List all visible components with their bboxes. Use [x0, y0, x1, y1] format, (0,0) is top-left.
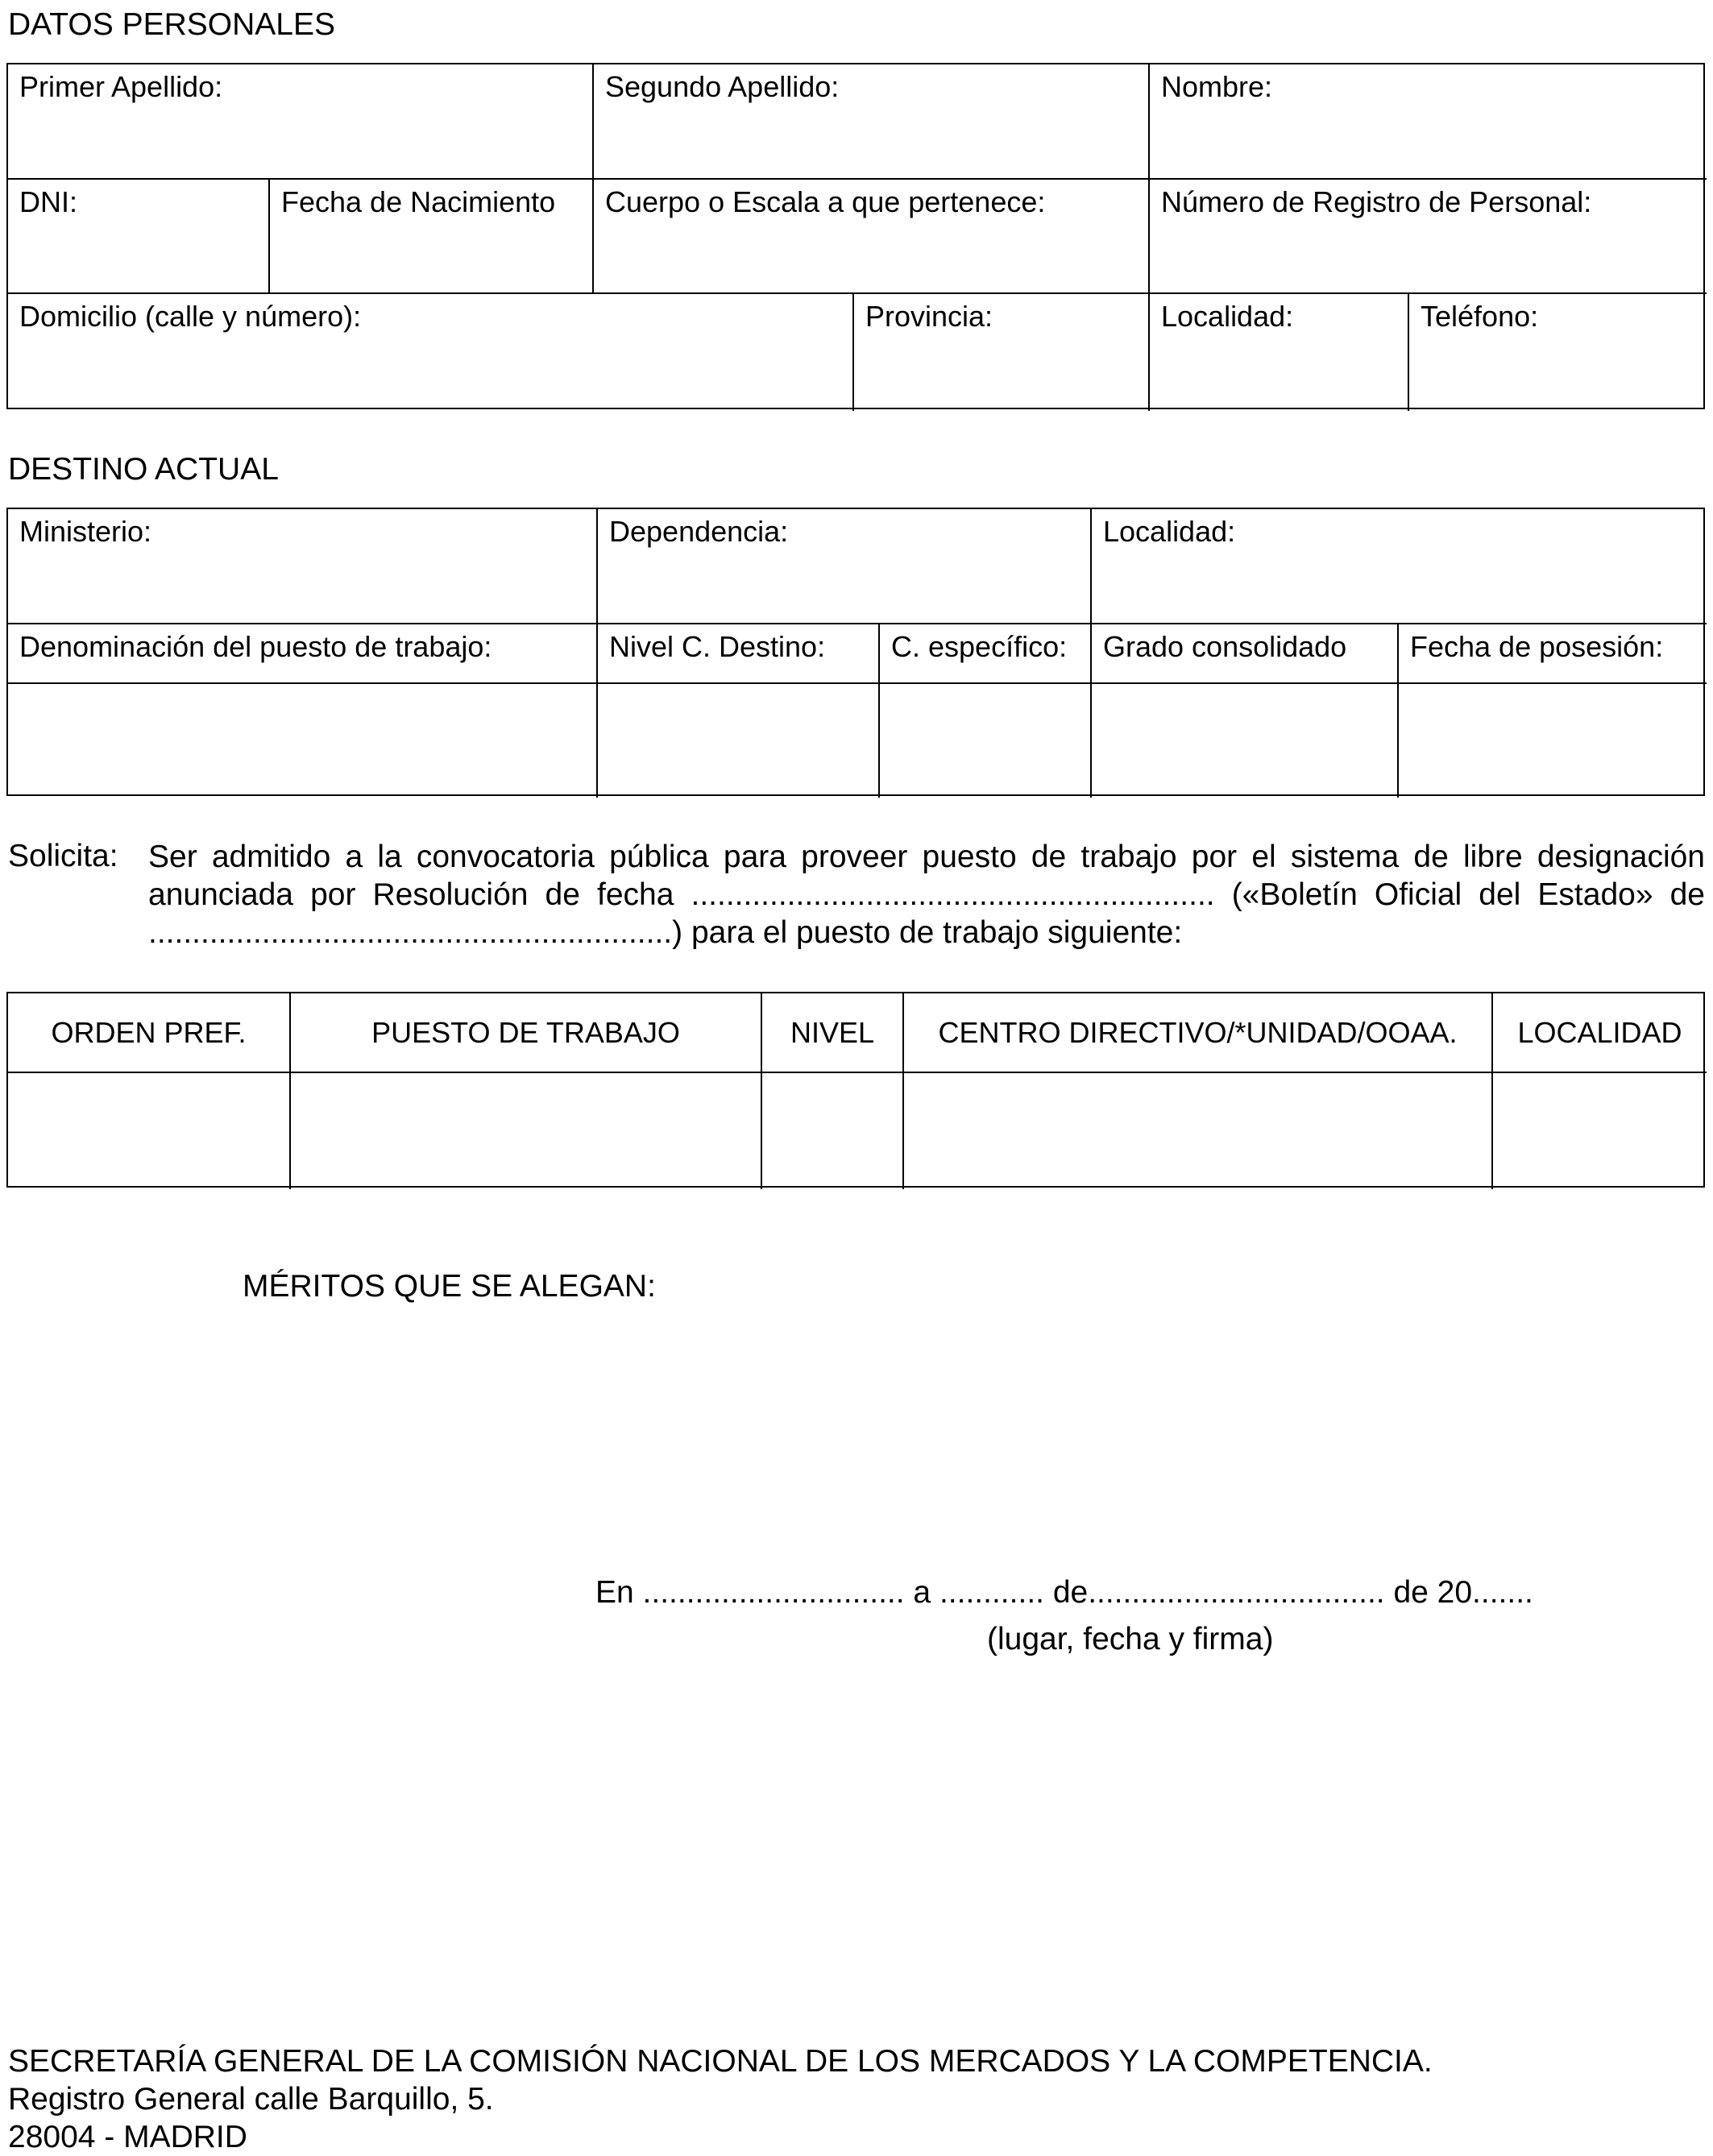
field-label: Provincia: — [865, 300, 993, 333]
field-label: Dependencia: — [609, 515, 789, 548]
field-label: Localidad: — [1161, 300, 1294, 333]
field-provincia[interactable] — [854, 294, 1150, 411]
field-ministerio[interactable] — [8, 509, 598, 624]
field-telefono[interactable] — [1409, 294, 1707, 411]
input-nivel[interactable] — [762, 1073, 904, 1189]
field-localidad[interactable] — [1150, 294, 1409, 411]
footer-line-1: SECRETARÍA GENERAL DE LA COMISIÓN NACIONAL DE LOS MERCADOS Y LA COMPETENCIA. — [8, 2044, 1433, 2079]
section-heading-destino-actual: DESTINO ACTUAL — [8, 452, 279, 487]
column-label: Denominación del puesto de trabajo: — [19, 630, 492, 663]
field-dependencia[interactable] — [598, 509, 1092, 624]
header-denominacion — [8, 624, 598, 684]
header-nivel: NIVEL — [762, 993, 904, 1073]
field-dni[interactable] — [8, 180, 270, 294]
field-localidad-destino[interactable] — [1092, 509, 1707, 624]
field-nombre[interactable] — [1150, 64, 1707, 180]
destino-actual-table — [6, 508, 1705, 796]
header-grado — [1092, 624, 1399, 684]
meritos-heading: MÉRITOS QUE SE ALEGAN: — [243, 1269, 656, 1304]
column-label: Grado consolidado — [1103, 630, 1347, 663]
column-label: C. específico: — [891, 630, 1068, 663]
input-localidad[interactable] — [1493, 1073, 1707, 1189]
field-numero-registro[interactable] — [1150, 180, 1707, 294]
column-label: Fecha de posesión: — [1410, 630, 1664, 663]
section-heading-datos-personales: DATOS PERSONALES — [8, 7, 336, 42]
column-label: Nivel C. Destino: — [609, 630, 826, 663]
field-cuerpo-escala[interactable] — [594, 180, 1150, 294]
input-centro-directivo[interactable] — [904, 1073, 1493, 1189]
field-segundo-apellido[interactable] — [594, 64, 1150, 180]
field-label: Segundo Apellido: — [605, 70, 840, 103]
footer-address — [8, 2042, 1433, 2156]
field-label: Número de Registro de Personal: — [1161, 185, 1592, 218]
lugar-fecha-line: En .............................. a ............ de.................................. de 20....... — [595, 1575, 1533, 1610]
field-label: Teléfono: — [1421, 300, 1539, 333]
footer-line-3: 28004 - MADRID — [8, 2120, 247, 2154]
field-label: Cuerpo o Escala a que pertenece: — [605, 185, 1046, 218]
input-denominacion[interactable] — [8, 684, 598, 798]
input-c-especifico[interactable] — [880, 684, 1092, 798]
input-fecha-posesion[interactable] — [1399, 684, 1707, 798]
field-fecha-nacimiento[interactable] — [270, 180, 594, 294]
field-domicilio[interactable] — [8, 294, 854, 411]
field-label: Domicilio (calle y número): — [19, 300, 362, 333]
header-centro-directivo: CENTRO DIRECTIVO/*UNIDAD/OOAA. — [904, 993, 1493, 1073]
field-label: Ministerio: — [19, 515, 152, 548]
lugar-fecha-caption: (lugar, fecha y firma) — [987, 1622, 1274, 1656]
input-nivel-destino[interactable] — [598, 684, 880, 798]
address-row-left — [8, 294, 1150, 411]
header-puesto-trabajo: PUESTO DE TRABAJO — [291, 993, 762, 1073]
field-label: Fecha de Nacimiento — [281, 185, 556, 218]
field-label: Localidad: — [1103, 515, 1236, 548]
field-primer-apellido[interactable] — [8, 64, 594, 180]
input-puesto-trabajo[interactable] — [291, 1073, 762, 1189]
solicita-label: Solicita: — [8, 839, 118, 873]
header-nivel-destino — [598, 624, 880, 684]
input-grado[interactable] — [1092, 684, 1399, 798]
header-orden-pref: ORDEN PREF. — [8, 993, 291, 1073]
field-label: Primer Apellido: — [19, 70, 223, 103]
input-orden-pref[interactable] — [8, 1073, 291, 1189]
header-c-especifico — [880, 624, 1092, 684]
field-label: Nombre: — [1161, 70, 1273, 103]
header-fecha-posesion — [1399, 624, 1707, 684]
field-label: DNI: — [19, 185, 77, 218]
solicita-text: Ser admitido a la convocatoria pública para proveer puesto de trabajo por el sistema de libre designación anunciada por Resolución de fecha ............................................................ («Boletín Oficial del Estado» de ............................................................) para el puesto de trabajo siguiente: — [148, 840, 1705, 950]
preferencias-table — [6, 992, 1705, 1188]
header-localidad: LOCALIDAD — [1493, 993, 1707, 1073]
footer-line-2: Registro General calle Barquillo, 5. — [8, 2082, 494, 2117]
personal-data-table — [6, 63, 1705, 409]
